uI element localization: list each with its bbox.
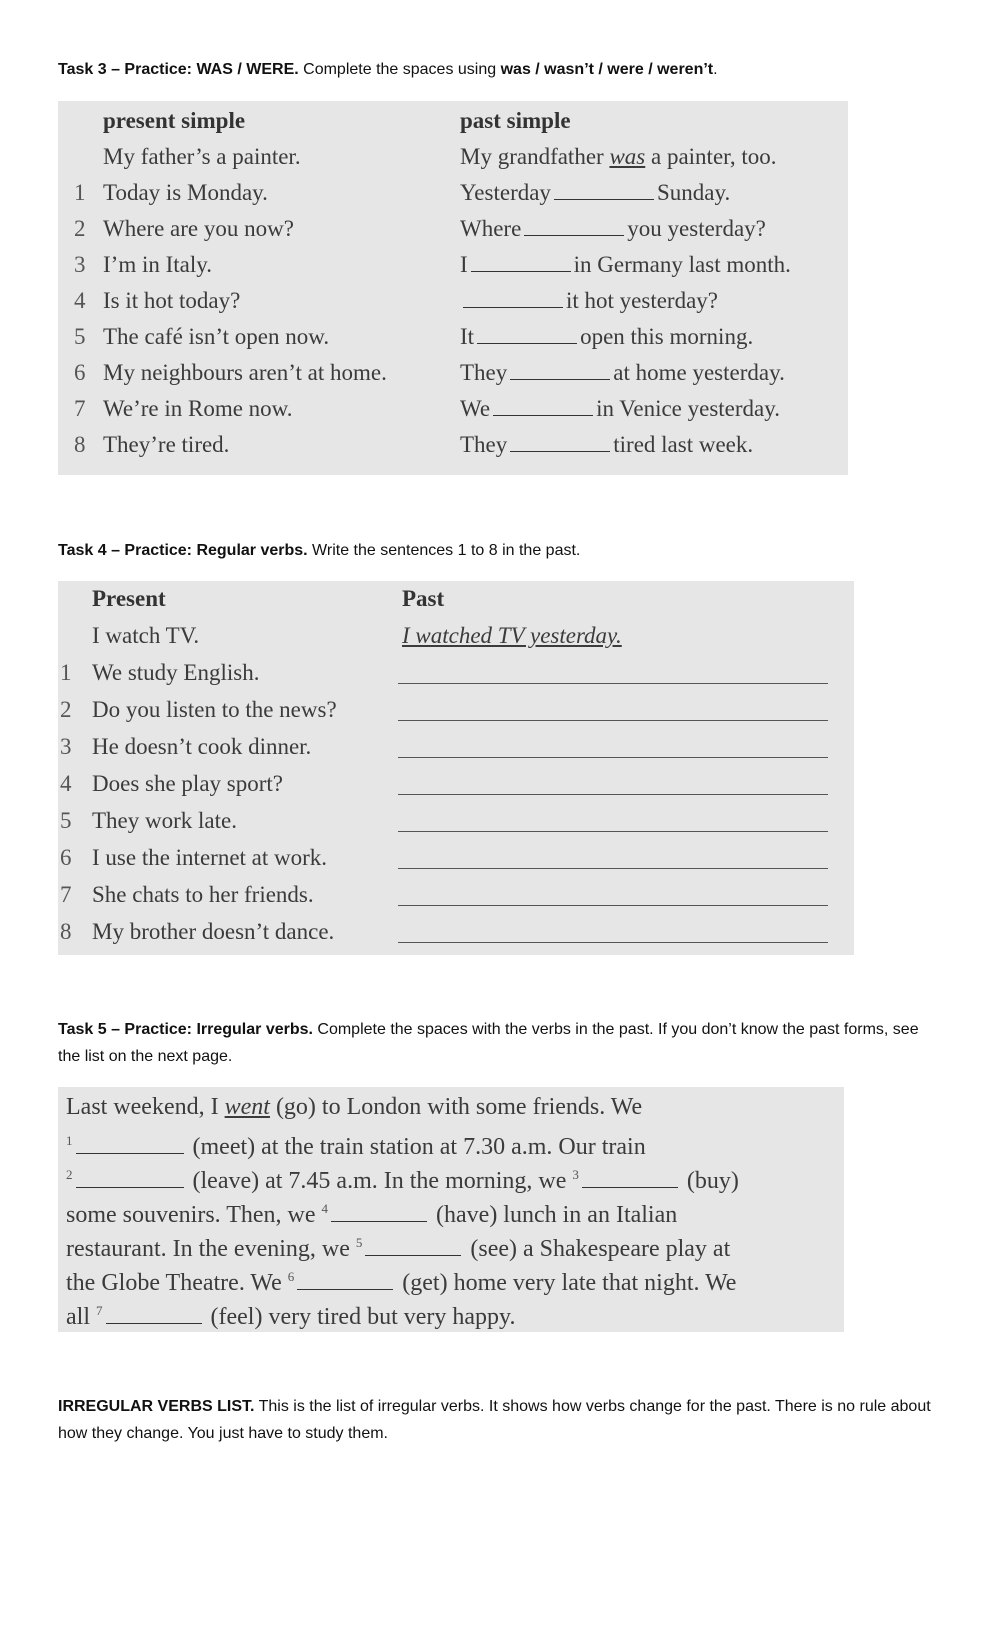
answer-line[interactable]	[398, 831, 828, 832]
answer-blank[interactable]	[510, 359, 610, 380]
answer-blank[interactable]	[524, 215, 624, 236]
task3-row	[58, 247, 848, 283]
item-number: 5	[60, 808, 72, 833]
answer-blank[interactable]	[331, 1201, 427, 1222]
task4-present-sentence: I use the internet at work.	[92, 845, 328, 870]
task4-example-present: I watch TV.	[92, 623, 200, 648]
task4-present-sentence: Does she play sport?	[92, 771, 283, 796]
task4-present-sentence: They work late.	[92, 808, 237, 833]
task3-bold-words: was / wasn’t / were / weren’t	[500, 61, 714, 78]
task5-line-1: Last weekend, I went (go) to London with some friends. We	[66, 1094, 643, 1120]
item-number: 6	[74, 360, 86, 385]
answer-blank[interactable]	[106, 1303, 202, 1324]
task4-example-row	[58, 618, 854, 654]
item-number: 4	[74, 288, 86, 313]
task3-present-sentence: Today is Monday.	[103, 180, 268, 205]
task3-row	[58, 319, 848, 355]
task5-line-7: all $^7$ (feel) very tired but very happy.	[66, 1303, 516, 1330]
task4-example-past: I watched TV yesterday.	[402, 623, 622, 648]
task5-line-5: restaurant. In the evening, we $^5$ (see) a Shakespeare play at	[66, 1235, 731, 1262]
task5-paragraph	[66, 1090, 836, 1328]
task3-row	[58, 355, 848, 391]
task3-row	[58, 211, 848, 247]
answer-line[interactable]	[398, 720, 828, 721]
answer-blank[interactable]	[510, 431, 610, 452]
task4-row	[58, 877, 854, 913]
task3-present-sentence: We’re in Rome now.	[103, 396, 293, 421]
task3-past-sentence: We in Venice yesterday.	[460, 396, 781, 421]
task3-text: Complete the spaces using	[303, 61, 501, 78]
answer-blank[interactable]	[582, 1167, 678, 1188]
answer-line[interactable]	[398, 683, 828, 684]
task3-present-sentence: My neighbours aren’t at home.	[103, 360, 387, 385]
answer-blank[interactable]	[477, 323, 577, 344]
task4-present-sentence: Do you listen to the news?	[92, 697, 337, 722]
task3-header-row	[58, 103, 848, 139]
task3-past-sentence: It open this morning.	[460, 324, 754, 349]
task3-present-sentence: The café isn’t open now.	[103, 324, 330, 349]
irregular-title: IRREGULAR VERBS LIST.	[58, 1398, 255, 1415]
task4-present-sentence: My brother doesn’t dance.	[92, 919, 335, 944]
task3-row	[58, 427, 848, 463]
task4-present-sentence: We study English.	[92, 660, 260, 685]
task3-text-end: .	[713, 61, 718, 78]
item-number: 6	[60, 845, 72, 870]
answer-blank[interactable]	[554, 179, 654, 200]
task3-row	[58, 283, 848, 319]
item-number: 3	[74, 252, 86, 277]
task5-exercise-box	[58, 1087, 844, 1332]
task4-row	[58, 766, 854, 802]
item-number: 8	[74, 432, 86, 457]
item-number: 1	[60, 660, 72, 685]
task5-title: Task 5 – Practice: Irregular verbs.	[58, 1021, 313, 1038]
item-number: 3	[60, 734, 72, 759]
task4-title: Task 4 – Practice: Regular verbs.	[58, 542, 308, 559]
task3-example-past: My grandfather was a painter, too.	[460, 144, 777, 169]
irregular-verbs-intro	[58, 1393, 938, 1447]
task5-line-4: some souvenirs. Then, we $^4$ (have) lunch in an Italian	[66, 1201, 678, 1228]
task4-header-past: Past	[402, 586, 445, 611]
task4-row	[58, 655, 854, 691]
task4-row	[58, 803, 854, 839]
item-number: 1	[74, 180, 86, 205]
task4-present-sentence: She chats to her friends.	[92, 882, 314, 907]
task3-past-sentence: Yesterday Sunday.	[460, 180, 731, 205]
task5-line-3: $^2$ (leave) at 7.45 a.m. In the morning, we $^3$ (buy)	[66, 1167, 739, 1194]
task3-instructions	[58, 56, 938, 83]
task4-row	[58, 729, 854, 765]
item-number: 5	[74, 324, 86, 349]
answer-blank[interactable]	[365, 1235, 461, 1256]
task3-present-sentence: Where are you now?	[103, 216, 294, 241]
task4-exercise-box	[58, 581, 854, 955]
answer-line[interactable]	[398, 905, 828, 906]
task3-header-present: present simple	[103, 108, 246, 133]
task5-line-2: $^1$ (meet) at the train station at 7.30 a.m. Our train	[66, 1133, 646, 1160]
task5-instructions	[58, 1016, 938, 1070]
task3-example-answer: was	[609, 144, 646, 169]
task3-title: Task 3 – Practice: WAS / WERE.	[58, 61, 299, 78]
item-number: 8	[60, 919, 72, 944]
answer-blank[interactable]	[297, 1269, 393, 1290]
answer-line[interactable]	[398, 942, 828, 943]
task4-header-present: Present	[92, 586, 166, 611]
answer-blank[interactable]	[471, 251, 571, 272]
answer-blank[interactable]	[76, 1167, 184, 1188]
item-number: 7	[60, 882, 72, 907]
task3-past-sentence: They tired last week.	[460, 432, 754, 457]
task4-row	[58, 840, 854, 876]
task3-present-sentence: They’re tired.	[103, 432, 230, 457]
task3-present-sentence: I’m in Italy.	[103, 252, 213, 277]
answer-line[interactable]	[398, 757, 828, 758]
item-number: 7	[74, 396, 86, 421]
task3-example-row	[58, 139, 848, 175]
task4-instructions	[58, 537, 938, 564]
task4-row	[58, 692, 854, 728]
task3-row	[58, 175, 848, 211]
item-number: 2	[60, 697, 72, 722]
task3-past-sentence: Where you yesterday?	[460, 216, 766, 241]
task3-present-sentence: Is it hot today?	[103, 288, 241, 313]
task4-row	[58, 914, 854, 950]
task3-past-sentence: it hot yesterday?	[460, 283, 718, 319]
task3-example-present: My father’s a painter.	[103, 144, 301, 169]
answer-blank[interactable]	[76, 1133, 184, 1154]
task3-row	[58, 391, 848, 427]
task4-header-row	[58, 581, 854, 617]
task5-text: Complete the spaces with the verbs in the past. If you don’t know the past forms, see the list on the next page.	[58, 1021, 919, 1065]
task3-header-past: past simple	[460, 108, 571, 133]
task3-past-sentence: They at home yesterday.	[460, 360, 785, 385]
task5-example-answer: went	[224, 1094, 270, 1120]
answer-blank[interactable]	[463, 287, 563, 308]
answer-line[interactable]	[398, 794, 828, 795]
item-number: 2	[74, 216, 86, 241]
task5-line-6: the Globe Theatre. We $^6$ (get) home very late that night. We	[66, 1269, 737, 1296]
item-number: 4	[60, 771, 72, 796]
task4-present-sentence: He doesn’t cook dinner.	[92, 734, 312, 759]
task3-exercise-box	[58, 101, 848, 475]
task4-text: Write the sentences 1 to 8 in the past.	[307, 542, 581, 559]
answer-blank[interactable]	[493, 395, 593, 416]
task3-past-sentence: I in Germany last month.	[460, 252, 791, 277]
answer-line[interactable]	[398, 868, 828, 869]
irregular-text: This is the list of irregular verbs. It shows how verbs change for the past. There is no rule about how they change. You just have to study them.	[58, 1398, 931, 1442]
